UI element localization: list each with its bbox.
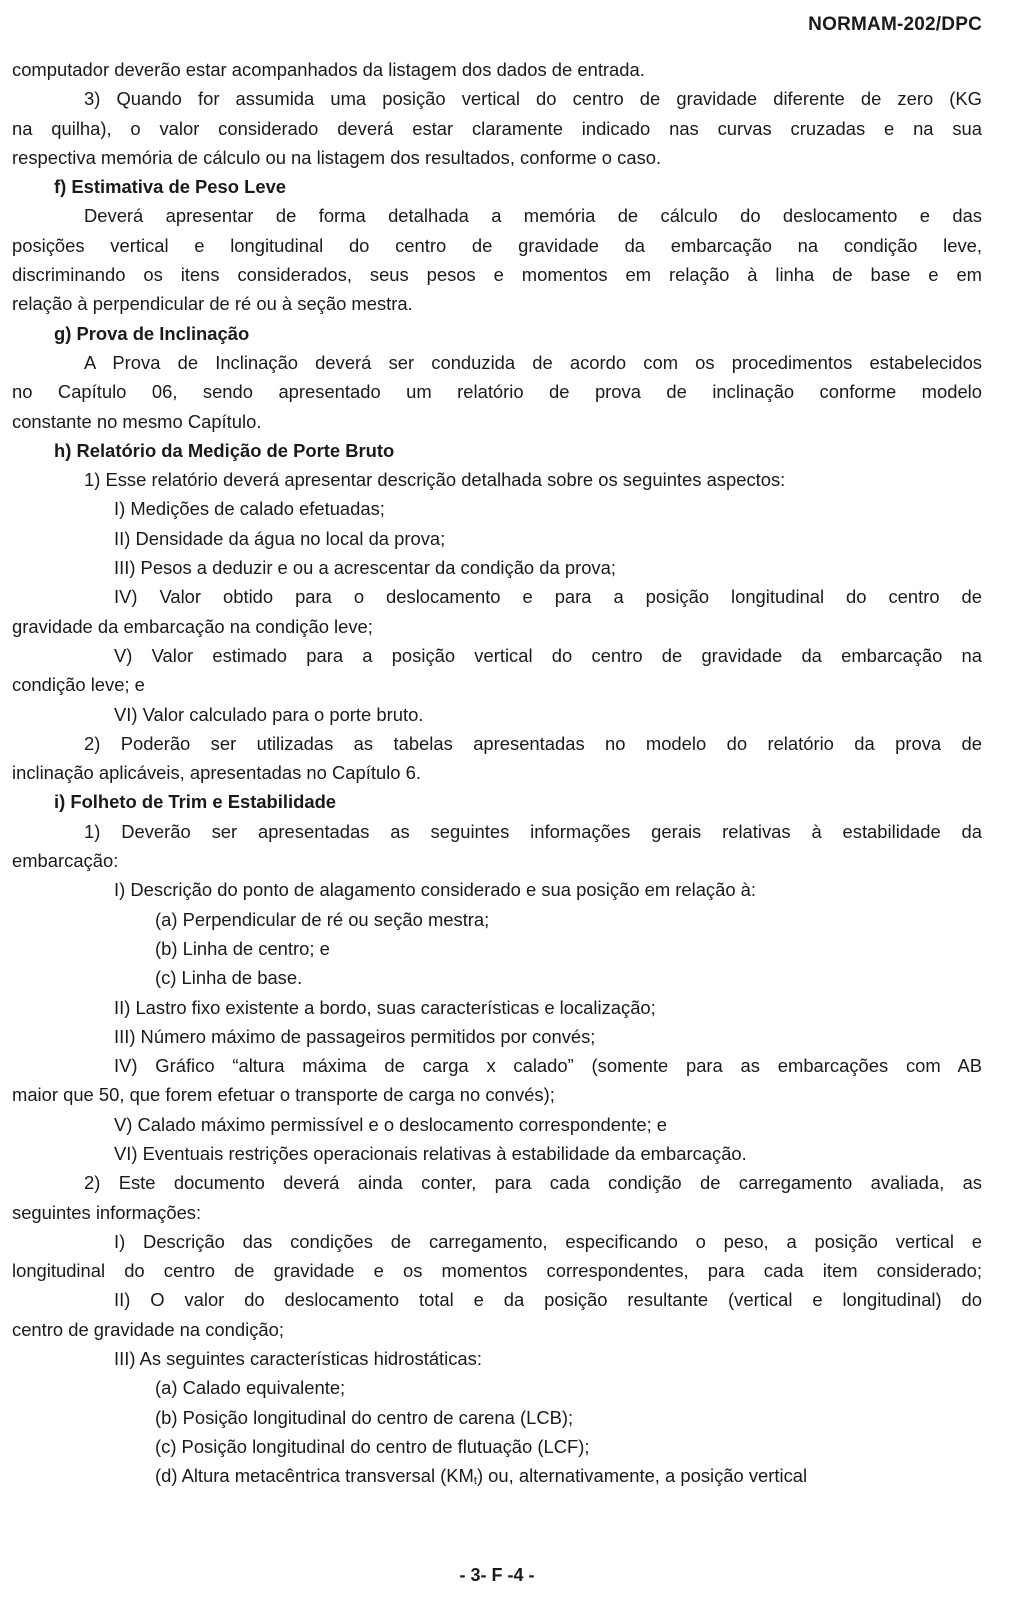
- line-text: constante no mesmo Capítulo.: [12, 410, 262, 432]
- text-line: [12, 729, 982, 758]
- text-line: [12, 582, 982, 611]
- text-line: [12, 1051, 982, 1080]
- line-text: centro de gravidade na condição;: [12, 1318, 284, 1340]
- line-text: II) Lastro fixo existente a bordo, suas características e localização;: [114, 996, 656, 1018]
- text-line: [12, 231, 982, 260]
- text-line: [12, 1461, 982, 1490]
- section-heading: [12, 319, 982, 348]
- line-text: I) Medições de calado efetuadas;: [114, 498, 385, 520]
- text-line: [12, 817, 982, 846]
- document-page: [12, 0, 982, 1600]
- line-text: g) Prova de Inclinação: [54, 322, 250, 344]
- line-text: (c) Linha de base.: [155, 967, 303, 989]
- line-text: IV) Valor obtido para o deslocamento e para a posição longitudinal do centro de: [114, 586, 982, 608]
- text-line: [12, 758, 982, 787]
- line-text: III) Pesos a deduzir e ou a acrescentar da condição da prova;: [114, 557, 616, 579]
- section-heading: [12, 436, 982, 465]
- text-line: [12, 1344, 982, 1373]
- text-line: [12, 377, 982, 406]
- text-line: [12, 1139, 982, 1168]
- line-text: A Prova de Inclinação deverá ser conduzida de acordo com os procedimentos estabelecidos: [84, 351, 982, 373]
- line-text: 1) Deverão ser apresentadas as seguintes informações gerais relativas à estabilidade da: [84, 820, 982, 842]
- line-text: (b) Posição longitudinal do centro de carena (LCB);: [155, 1406, 574, 1428]
- text-line: [12, 1315, 982, 1344]
- text-line: [12, 289, 982, 318]
- document-body: [12, 55, 982, 1491]
- line-text: no Capítulo 06, sendo apresentado um relatório de prova de inclinação conforme modelo: [12, 381, 982, 403]
- line-text: longitudinal do centro de gravidade e os momentos correspondentes, para cada item considerado;: [12, 1260, 982, 1282]
- document-id-header: NORMAM-202/DPC: [808, 14, 982, 35]
- line-text: (b) Linha de centro; e: [155, 937, 330, 959]
- line-text: maior que 50, que forem efetuar o transporte de carga no convés);: [12, 1084, 555, 1106]
- line-text: i) Folheto de Trim e Estabilidade: [54, 791, 337, 813]
- line-text: V) Valor estimado para a posição vertical do centro de gravidade da embarcação na: [114, 644, 982, 666]
- text-line: [12, 1227, 982, 1256]
- text-line: [12, 348, 982, 377]
- text-line: [12, 963, 982, 992]
- text-line: [12, 1285, 982, 1314]
- text-line: [12, 465, 982, 494]
- line-text: na quilha), o valor considerado deverá estar claramente indicado nas curvas cruzadas e na sua: [12, 117, 982, 139]
- line-text: (d) Altura metacêntrica transversal (KM: [155, 1465, 474, 1487]
- text-line: [12, 612, 982, 641]
- line-text: h) Relatório da Medição de Porte Bruto: [54, 439, 395, 461]
- line-text: seguintes informações:: [12, 1201, 202, 1223]
- line-text: I) Descrição do ponto de alagamento considerado e sua posição em relação à:: [114, 879, 757, 901]
- line-text: 2) Este documento deverá ainda conter, para cada condição de carregamento avaliada, as: [84, 1172, 982, 1194]
- line-text: I) Descrição das condições de carregamento, especificando o peso, a posição vertical e: [114, 1230, 982, 1252]
- line-text: discriminando os itens considerados, seus pesos e momentos em relação à linha de base e em: [12, 264, 982, 286]
- text-line: [12, 670, 982, 699]
- text-line: [12, 114, 982, 143]
- line-text: 1) Esse relatório deverá apresentar descrição detalhada sobre os seguintes aspectos:: [84, 469, 786, 491]
- text-line: [12, 84, 982, 113]
- line-text: posições vertical e longitudinal do centro de gravidade da embarcação na condição leve,: [12, 234, 982, 256]
- line-text: 3) Quando for assumida uma posição vertical do centro de gravidade diferente de zero (KG: [84, 88, 982, 110]
- line-text: V) Calado máximo permissível e o deslocamento correspondente; e: [114, 1113, 668, 1135]
- line-text: respectiva memória de cálculo ou na listagem dos resultados, conforme o caso.: [12, 146, 662, 168]
- line-text: embarcação:: [12, 850, 119, 872]
- text-line: [12, 1198, 982, 1227]
- line-text: IV) Gráfico “altura máxima de carga x calado” (somente para as embarcações com AB: [114, 1055, 982, 1077]
- subscript: t: [473, 1475, 477, 1488]
- section-heading: [12, 172, 982, 201]
- line-text: VI) Eventuais restrições operacionais relativas à estabilidade da embarcação.: [114, 1142, 747, 1164]
- text-line: [12, 641, 982, 670]
- text-line: [12, 875, 982, 904]
- text-line: [12, 201, 982, 230]
- text-line: [12, 905, 982, 934]
- line-text: (a) Perpendicular de ré ou seção mestra;: [155, 908, 490, 930]
- text-line: [12, 1080, 982, 1109]
- text-line: [12, 1256, 982, 1285]
- text-line: [12, 143, 982, 172]
- line-text-tail: ) ou, alternativamente, a posição vertical: [476, 1465, 808, 1487]
- text-line: [12, 553, 982, 582]
- line-text: 2) Poderão ser utilizadas as tabelas apresentadas no modelo do relatório da prova de: [84, 732, 982, 754]
- line-text: gravidade da embarcação na condição leve;: [12, 615, 373, 637]
- line-text: (a) Calado equivalente;: [155, 1377, 346, 1399]
- section-heading: [12, 787, 982, 816]
- text-line: [12, 993, 982, 1022]
- text-line: [12, 1432, 982, 1461]
- page-number: - 3- F -4 -: [459, 1565, 535, 1585]
- text-line: [12, 1373, 982, 1402]
- text-line: [12, 260, 982, 289]
- line-text: II) O valor do deslocamento total e da posição resultante (vertical e longitudinal) do: [114, 1289, 982, 1311]
- text-line: [12, 700, 982, 729]
- line-text: III) As seguintes características hidrostáticas:: [114, 1348, 482, 1370]
- text-line: [12, 55, 982, 84]
- text-line: [12, 934, 982, 963]
- line-text: II) Densidade da água no local da prova;: [114, 527, 446, 549]
- line-text: III) Número máximo de passageiros permitidos por convés;: [114, 1025, 596, 1047]
- line-text: (c) Posição longitudinal do centro de flutuação (LCF);: [155, 1435, 590, 1457]
- text-line: [12, 524, 982, 553]
- text-line: [12, 1168, 982, 1197]
- line-text: VI) Valor calculado para o porte bruto.: [114, 703, 424, 725]
- text-line: [12, 407, 982, 436]
- line-text: relação à perpendicular de ré ou à seção mestra.: [12, 293, 413, 315]
- text-line: [12, 494, 982, 523]
- text-line: [12, 1110, 982, 1139]
- line-text: Deverá apresentar de forma detalhada a memória de cálculo do deslocamento e das: [84, 205, 982, 227]
- text-line: [12, 1403, 982, 1432]
- line-text: computador deverão estar acompanhados da listagem dos dados de entrada.: [12, 59, 645, 80]
- line-text: inclinação aplicáveis, apresentadas no Capítulo 6.: [12, 762, 421, 784]
- text-line: [12, 846, 982, 875]
- line-text: condição leve; e: [12, 674, 145, 696]
- text-line: [12, 1022, 982, 1051]
- line-text: f) Estimativa de Peso Leve: [54, 176, 287, 198]
